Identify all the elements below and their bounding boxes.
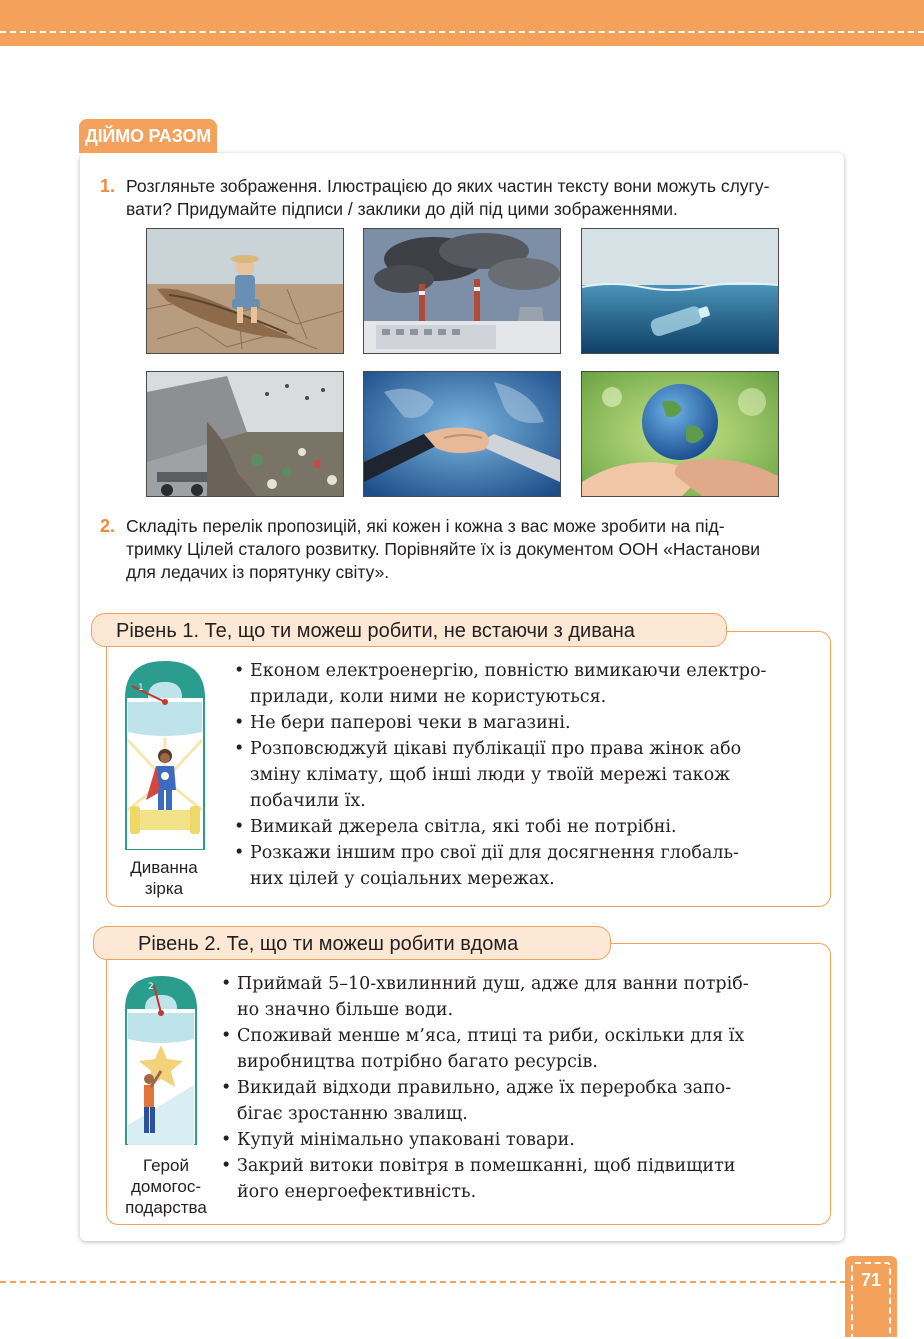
list-item-line: побачили їх. <box>250 791 366 811</box>
boy-in-boat-drought-photo <box>146 228 344 354</box>
list-item-line: бігає зростанню звалищ. <box>237 1104 468 1124</box>
list-item <box>221 1153 821 1205</box>
level-1-title: Рівень 1. Те, що ти можеш робити, не встаючи з дивана <box>91 613 727 647</box>
footer-dashed-line <box>0 1281 846 1283</box>
dial-number: 2 <box>148 982 154 992</box>
list-item <box>221 1023 821 1075</box>
list-item <box>234 658 820 710</box>
task-2 <box>100 515 830 587</box>
page-number: 71 <box>860 1270 882 1290</box>
list-item-line: • Споживай менше м’яса, птиці та риби, оскільки для їх <box>237 1026 745 1046</box>
task-1-line: вати? Придумайте підписи / заклики до дій під цими зображеннями. <box>126 199 678 219</box>
task-1-text <box>126 175 836 221</box>
level-2-list <box>221 971 821 1205</box>
plastic-bottle-in-water-photo <box>581 228 779 354</box>
list-item <box>221 1075 821 1127</box>
factory-smoke-photo <box>363 228 561 354</box>
task-2-number: 2. <box>100 516 116 536</box>
list-item-line: • Вимикай джерела світла, які тобі не потрібні. <box>250 817 677 837</box>
task-1-number: 1. <box>100 176 116 196</box>
list-item <box>234 736 820 814</box>
handshake-over-globe-photo <box>363 371 561 497</box>
task-2-line: тримку Цілей сталого розвитку. Порівняйте їх із документом ООН «Настанови <box>126 539 761 559</box>
level-2-caption-line: домогос- <box>131 1177 201 1196</box>
list-item <box>234 840 820 892</box>
list-item-line: зміну клімату, щоб інші люди у твоїй мережі також <box>250 765 731 785</box>
list-item-line: • Закрий витоки повітря в помешканні, щоб підвищити <box>237 1156 736 1176</box>
level-1-caption <box>112 857 216 899</box>
level-1-caption-line: Диванна <box>130 858 198 877</box>
list-item-line: • Приймай 5–10-хвилинний душ, адже для ванни потріб- <box>237 974 749 994</box>
task-2-text <box>126 515 836 584</box>
list-item-line: його енергоефективність. <box>237 1182 477 1202</box>
list-item-line: • Економ електроенергію, повністю вимикаючи електро- <box>250 661 767 681</box>
garbage-truck-landfill-photo <box>146 371 344 497</box>
list-item-line: них цілей у соціальних мережах. <box>250 869 555 889</box>
section-label: ДІЙМО РАЗОМ <box>79 119 217 153</box>
list-item <box>234 814 820 840</box>
list-item <box>234 710 820 736</box>
task-2-line: Складіть перелік пропозицій, які кожен і кожна з вас може зробити на під- <box>126 516 725 536</box>
task-2-line: для ледачих із порятунку світу». <box>126 562 390 582</box>
page-number-tab <box>845 1256 897 1337</box>
list-item-line: • Розкажи іншим про свої дії для досягнення глобаль- <box>250 843 739 863</box>
level-1-caption-line: зірка <box>144 879 184 898</box>
header-band <box>0 0 924 46</box>
hands-holding-earth-photo <box>581 371 779 497</box>
level-1-list <box>234 658 820 892</box>
list-item-line: виробництва потрібно багато ресурсів. <box>237 1052 598 1072</box>
list-item-line: но значно більше води. <box>237 1000 454 1020</box>
list-item-line: • Викидай відходи правильно, адже їх переробка запо- <box>237 1078 732 1098</box>
list-item-line: прилади, коли ними не користуються. <box>250 687 607 707</box>
level-2-caption-line: Герой <box>143 1156 189 1175</box>
dial-number: 1 <box>138 683 144 693</box>
task-1-line: Розгляньте зображення. Ілюстрацією до яких частин тексту вони можуть слугу- <box>126 176 770 196</box>
home-hero-illustration <box>121 975 201 1145</box>
list-item-line: • Купуй мінімально упаковані товари. <box>237 1130 575 1150</box>
couch-star-illustration <box>120 660 210 850</box>
header-dashed-line <box>0 31 924 33</box>
list-item-line: • Розповсюджуй цікаві публікації про права жінок або <box>250 739 742 759</box>
list-item-line: • Не бери паперові чеки в магазині. <box>250 713 571 733</box>
task-1 <box>100 175 830 225</box>
level-2-caption-line: подарства <box>125 1198 207 1217</box>
level-2-title: Рівень 2. Те, що ти можеш робити вдома <box>93 926 611 960</box>
list-item <box>221 971 821 1023</box>
list-item <box>221 1127 821 1153</box>
level-2-caption <box>110 1155 222 1218</box>
